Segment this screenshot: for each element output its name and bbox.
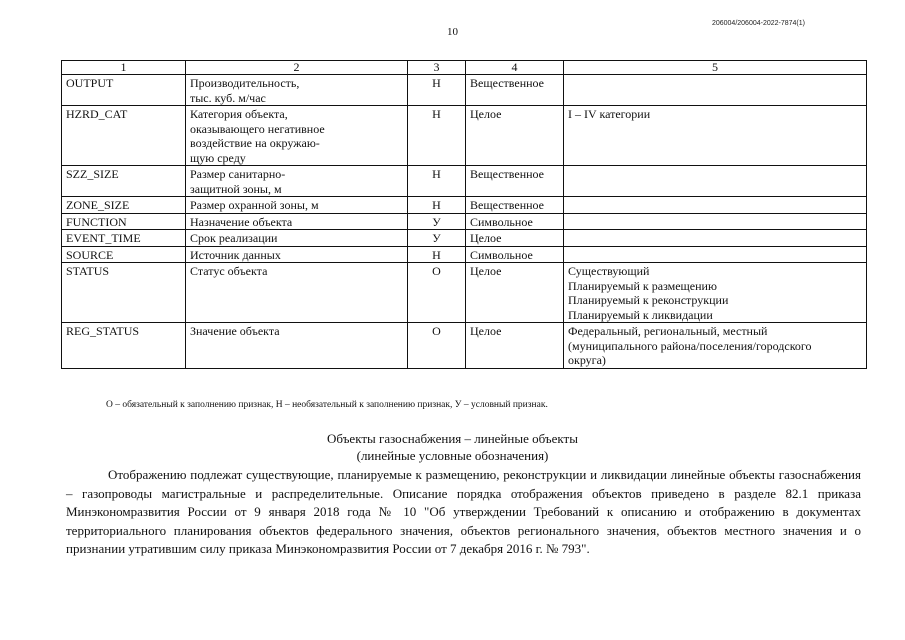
attribute-code-cell bbox=[62, 246, 186, 263]
attribute-description-cell-line: Категория объекта, bbox=[190, 107, 288, 121]
attribute-description-cell bbox=[186, 263, 408, 323]
attribute-code-cell bbox=[62, 197, 186, 214]
attribute-code-cell-line: FUNCTION bbox=[66, 214, 127, 229]
table-row bbox=[62, 263, 867, 323]
attribute-description-cell bbox=[186, 75, 408, 106]
attribute-description-cell-line: оказывающего негативное bbox=[190, 121, 325, 136]
attribute-type-cell bbox=[466, 323, 564, 369]
attribute-requirement-cell bbox=[408, 75, 466, 106]
table-row bbox=[62, 75, 867, 106]
attribute-values-cell-line: округа) bbox=[568, 353, 606, 367]
attribute-table bbox=[61, 60, 867, 369]
attribute-code-cell bbox=[62, 323, 186, 369]
attribute-code-cell bbox=[62, 213, 186, 230]
attribute-type-cell-line: Вещественное bbox=[470, 76, 545, 90]
attribute-values-cell bbox=[564, 230, 867, 247]
table-row bbox=[62, 323, 867, 369]
attribute-description-cell bbox=[186, 230, 408, 247]
attribute-requirement-cell-line: О bbox=[432, 264, 441, 278]
attribute-values-cell bbox=[564, 323, 867, 369]
page-number: 10 bbox=[447, 26, 458, 38]
column-header: 2 bbox=[186, 61, 408, 75]
attribute-requirement-cell bbox=[408, 166, 466, 197]
attribute-type-cell bbox=[466, 106, 564, 166]
document-id: 206004/206004-2022-7874(1) bbox=[711, 20, 805, 27]
attribute-values-cell-line: Планируемый к ликвидации bbox=[568, 307, 713, 322]
attribute-description-cell-line: Источник данных bbox=[190, 247, 281, 262]
attribute-type-cell bbox=[466, 197, 564, 214]
attribute-requirement-cell-line: Н bbox=[432, 167, 441, 181]
attribute-code-cell-line: EVENT_TIME bbox=[66, 231, 141, 245]
attribute-description-cell-line: Размер охранной зоны, м bbox=[190, 198, 319, 212]
table-row bbox=[62, 246, 867, 263]
attribute-type-cell bbox=[466, 213, 564, 230]
attribute-requirement-cell bbox=[408, 230, 466, 247]
attribute-type-cell-line: Целое bbox=[470, 324, 502, 338]
table-row bbox=[62, 213, 867, 230]
attribute-requirement-cell-line: У bbox=[432, 231, 441, 245]
attribute-requirement-cell-line: О bbox=[432, 324, 441, 338]
attribute-description-cell bbox=[186, 106, 408, 166]
attribute-description-cell-line: Статус объекта bbox=[190, 264, 268, 278]
attribute-values-cell bbox=[564, 197, 867, 214]
attribute-code-cell-line: STATUS bbox=[66, 264, 110, 278]
attribute-values-cell-line: Планируемый к реконструкции bbox=[568, 293, 729, 307]
attribute-type-cell-line: Символьное bbox=[470, 247, 533, 262]
attribute-description-cell-line: Производительность, bbox=[190, 76, 300, 90]
attribute-description-cell bbox=[186, 213, 408, 230]
attribute-type-cell bbox=[466, 263, 564, 323]
attribute-description-cell-line: воздействие на окружаю- bbox=[190, 136, 320, 150]
table-row bbox=[62, 106, 867, 166]
attribute-type-cell-line: Целое bbox=[470, 107, 502, 121]
attribute-requirement-cell-line: Н bbox=[432, 247, 441, 262]
attribute-code-cell bbox=[62, 75, 186, 106]
attribute-description-cell-line: Срок реализации bbox=[190, 231, 278, 245]
column-header: 5 bbox=[564, 61, 867, 75]
attribute-requirement-cell bbox=[408, 213, 466, 230]
attribute-requirement-cell bbox=[408, 197, 466, 214]
section-title-line: Объекты газоснабжения – линейные объекты bbox=[327, 431, 578, 446]
attribute-values-cell-line: I – IV категории bbox=[568, 107, 651, 121]
table-body bbox=[62, 75, 867, 369]
attribute-type-cell bbox=[466, 230, 564, 247]
attribute-description-cell-line: защитной зоны, м bbox=[190, 181, 282, 196]
column-header: 1 bbox=[62, 61, 186, 75]
attribute-values-cell-line: Планируемый к размещению bbox=[568, 278, 717, 293]
body-paragraph: Отображению подлежат существующие, планируемые к размещению, реконструкции и ликвидации линейные объекты газоснабжения – газопроводы магистральные и распределительные. Описание порядка отображения объектов приведено в разделе 82.1 приказа Минэкономразвития России от 9 января 2018 года № 10 "Об утверждении Требований к описанию и отображению в документах территориального планирования объектов федерального значения, объектов регионального значения, объектов местного значения и о признании утратившим силу приказа Минэкономразвития России от 7 декабря 2016 г. № 793". bbox=[66, 467, 861, 556]
attribute-code-cell bbox=[62, 230, 186, 247]
section-title bbox=[0, 430, 905, 464]
attribute-code-cell-line: HZRD_CAT bbox=[66, 107, 128, 121]
section-subtitle-line: (линейные условные обозначения) bbox=[356, 448, 549, 463]
attribute-description-cell-line: щую среду bbox=[190, 150, 246, 165]
column-header: 3 bbox=[408, 61, 466, 75]
attribute-code-cell-line: ZONE_SIZE bbox=[66, 198, 130, 212]
attribute-requirement-cell-line: Н bbox=[432, 107, 441, 121]
attribute-values-cell bbox=[564, 213, 867, 230]
column-header: 4 bbox=[466, 61, 564, 75]
table-row bbox=[62, 197, 867, 214]
attribute-requirement-cell-line: Н bbox=[432, 76, 441, 90]
attribute-requirement-cell bbox=[408, 246, 466, 263]
attribute-requirement-cell bbox=[408, 263, 466, 323]
attribute-code-cell-line: OUTPUT bbox=[66, 76, 114, 90]
attribute-description-cell bbox=[186, 246, 408, 263]
attribute-values-cell bbox=[564, 246, 867, 263]
attribute-description-cell bbox=[186, 323, 408, 369]
table-row bbox=[62, 230, 867, 247]
attribute-description-cell-line: тыс. куб. м/час bbox=[190, 90, 266, 105]
attribute-type-cell bbox=[466, 246, 564, 263]
attribute-values-cell-line: Существующий bbox=[568, 264, 650, 278]
attribute-values-cell-line: (муниципального района/поселения/городского bbox=[568, 338, 812, 353]
attribute-requirement-cell-line: Н bbox=[432, 198, 441, 212]
table-header-row bbox=[62, 61, 867, 75]
attribute-values-cell bbox=[564, 263, 867, 323]
attribute-requirement-cell bbox=[408, 106, 466, 166]
attribute-values-cell bbox=[564, 166, 867, 197]
attribute-code-cell bbox=[62, 166, 186, 197]
attribute-code-cell-line: REG_STATUS bbox=[66, 324, 140, 338]
attribute-description-cell-line: Назначение объекта bbox=[190, 214, 293, 229]
attribute-code-cell-line: SOURCE bbox=[66, 247, 114, 262]
attribute-values-cell bbox=[564, 106, 867, 166]
attribute-type-cell-line: Вещественное bbox=[470, 198, 545, 212]
table-footnote: О – обязательный к заполнению признак, Н – необязательный к заполнению признак, У – условный признак. bbox=[106, 400, 548, 410]
attribute-requirement-cell bbox=[408, 323, 466, 369]
attribute-description-cell-line: Размер санитарно- bbox=[190, 167, 286, 181]
attribute-type-cell-line: Целое bbox=[470, 231, 502, 245]
attribute-code-cell bbox=[62, 106, 186, 166]
table-row bbox=[62, 166, 867, 197]
attribute-requirement-cell-line: У bbox=[432, 214, 441, 229]
attribute-description-cell bbox=[186, 166, 408, 197]
attribute-values-cell-line: Федеральный, региональный, местный bbox=[568, 324, 768, 338]
attribute-type-cell bbox=[466, 75, 564, 106]
attribute-type-cell bbox=[466, 166, 564, 197]
attribute-values-cell bbox=[564, 75, 867, 106]
attribute-type-cell-line: Символьное bbox=[470, 214, 533, 229]
attribute-type-cell-line: Вещественное bbox=[470, 167, 545, 181]
attribute-description-cell bbox=[186, 197, 408, 214]
attribute-description-cell-line: Значение объекта bbox=[190, 324, 280, 338]
attribute-code-cell-line: SZZ_SIZE bbox=[66, 167, 119, 181]
attribute-code-cell bbox=[62, 263, 186, 323]
attribute-type-cell-line: Целое bbox=[470, 264, 502, 278]
